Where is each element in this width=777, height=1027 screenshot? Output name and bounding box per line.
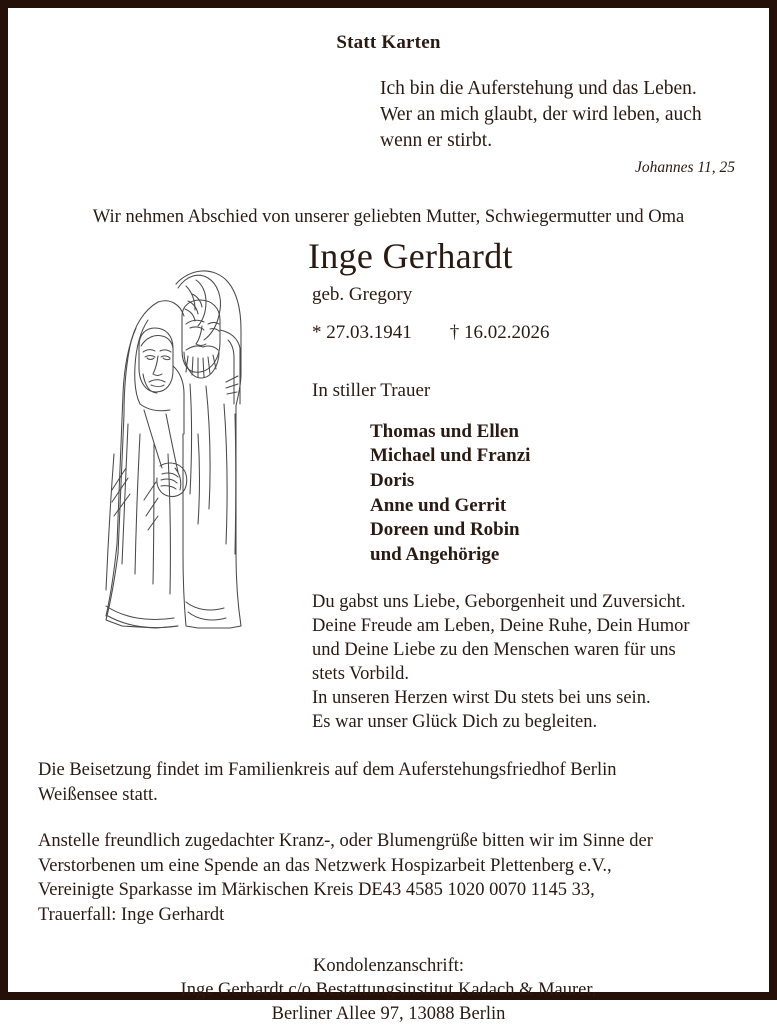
donation-line: Verstorbenen um eine Spende an das Netzwerk Hospizarbeit Plettenberg e.V., (38, 855, 612, 876)
mourning-couple-illustration (78, 254, 268, 654)
donation-line-iban: Vereinigte Sparkasse im Märkischen Kreis DE43 4585 1020 0070 1145 33, (38, 880, 595, 901)
life-dates (312, 322, 747, 344)
list-item: Michael und Franzi (370, 445, 531, 467)
verse-source-attribution: Johannes 11, 25 (634, 158, 735, 176)
burial-line: Die Beisetzung findet im Familienkreis auf dem Auferstehungsfriedhof Berlin (38, 759, 617, 780)
burial-line: Weißensee statt. (38, 784, 158, 805)
condolence-heading: Kondolenzanschrift: (312, 955, 465, 976)
mourning-label: In stiller Trauer (312, 379, 431, 401)
tribute-line: Du gabst uns Liebe, Geborgenheit und Zuversicht. (312, 591, 686, 612)
maiden-name: geb. Gregory (312, 283, 413, 305)
tribute-text (312, 590, 747, 734)
death-date: † 16.02.2026 (449, 321, 550, 343)
list-item: Doreen und Robin (370, 519, 520, 541)
donation-request (38, 829, 739, 927)
deceased-text-column (308, 235, 747, 734)
verse-line: Ich bin die Auferstehung und das Leben. (380, 78, 697, 99)
list-item: Doris (370, 469, 415, 491)
donation-line: Trauerfall: Inge Gerhardt (38, 904, 225, 925)
scripture-verse (380, 76, 735, 154)
tribute-line: stets Vorbild. (312, 663, 409, 684)
donation-line: Anstelle freundlich zugedachter Kranz-, oder Blumengrüße bitten wir im Sinne der (38, 831, 653, 852)
tribute-line: Deine Freude am Leben, Deine Ruhe, Dein Humor (312, 615, 690, 636)
birth-date: * 27.03.1941 (312, 321, 412, 343)
statt-karten-heading: Statt Karten (336, 32, 441, 53)
list-item: Anne und Gerrit (370, 494, 507, 516)
tribute-line: und Deine Liebe zu den Menschen waren für uns (312, 639, 676, 660)
tribute-line: In unseren Herzen wirst Du stets bei uns sein. (312, 687, 651, 708)
condolence-line: Inge Gerhardt c/o Bestattungsinstitut Kadach & Maurer, (180, 979, 597, 1000)
farewell-lead-line: Wir nehmen Abschied von unserer geliebten Mutter, Schwiegermutter und Oma (92, 206, 685, 227)
condolence-address (38, 954, 739, 1027)
verse-line: wenn er stirbt. (380, 129, 493, 151)
tribute-line: Es war unser Glück Dich zu begleiten. (312, 711, 598, 732)
burial-information (38, 758, 739, 807)
scripture-verse-block (30, 76, 747, 177)
family-members-list (370, 420, 747, 568)
main-body-area (30, 235, 747, 734)
list-item: und Angehörige (370, 544, 500, 565)
verse-line: Wer an mich glaubt, der wird leben, auch (380, 103, 702, 125)
deceased-name: Inge Gerhardt (308, 235, 513, 276)
list-item: Thomas und Ellen (370, 420, 519, 442)
condolence-line: Berliner Allee 97, 13088 Berlin (271, 1004, 506, 1025)
notice-footer-section (30, 758, 747, 1027)
